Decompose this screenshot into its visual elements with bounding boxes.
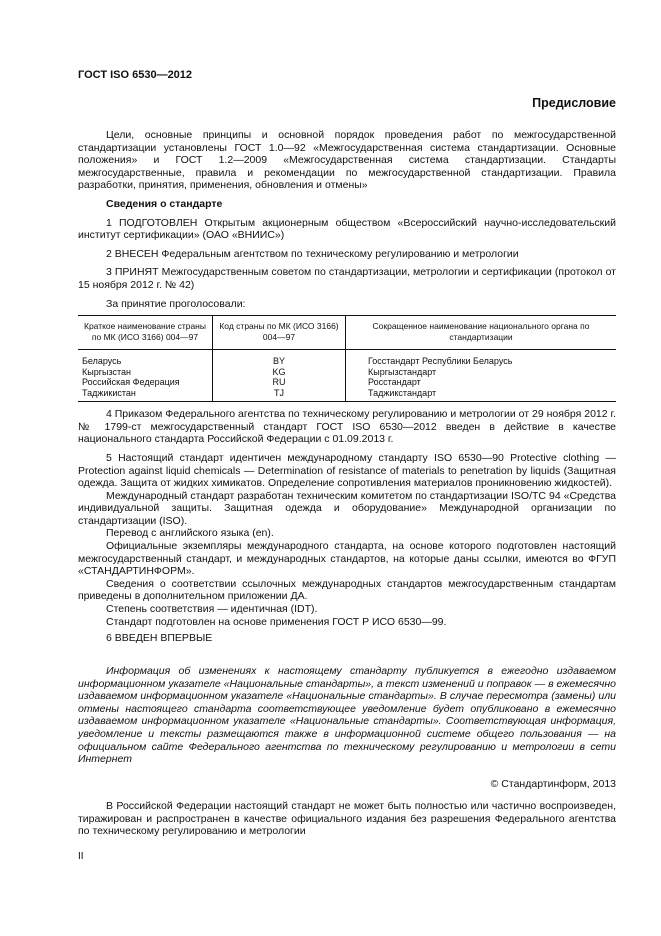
preface-content (78, 129, 616, 645)
item-5-translation: Перевод с английского языка (en). (106, 527, 274, 540)
country-cell: Таджикистан (78, 388, 213, 402)
standard-code: ГОСТ ISO 6530—2012 (78, 69, 193, 81)
vote-intro: За принятие проголосовали: (106, 297, 246, 310)
code-cell: RU (213, 377, 346, 388)
item-3: 3 ПРИНЯТ Межгосударственным советом по стандартизации, метрологии и сертификации (протокол от 15 ноября 2012 г. № 42) (78, 266, 616, 291)
info-notice: Информация об изменениях к настоящему стандарту публикуется в ежегодно издаваемом информационном указателе «Национальные стандарты», а текст изменений и поправок — в ежемесячно издаваемом информационном указателе «Национальные стандарты». В случае пересмотра (замены) или отмены настоящего стандарта соответствующее уведомление будет опубликовано в ежемесячно издаваемом информационном указателе «Национальные стандарты». Соответствующая информация, уведомление и тексты размещаются также в информационной системе общего пользования — на официальном сайте Федерального агентства по техническому регулированию и метрологии в сети Интернет (78, 665, 616, 766)
table-row (78, 367, 616, 378)
body-cell: Росстандарт (346, 377, 617, 388)
item-5-references: Сведения о соответствии ссылочных международных стандартов межгосударственным стандартам приведены в дополнительном приложении ДА. (78, 577, 616, 603)
item-1: 1 ПОДГОТОВЛЕН Открытым акционерным обществом «Всероссийский научно-исследовательский институт сертификации» (ОАО «ВНИИС») (78, 216, 616, 242)
item-5-degree: Степень соответствия — идентичная (IDT). (106, 603, 318, 616)
reproduction-notice: В Российской Федерации настоящий стандарт не может быть полностью или частично воспроизведен, тиражирован и распространен в качестве официального издания без разрешения Федерального агентства по техническому регулированию и метрологии (78, 800, 616, 838)
votes-table (78, 315, 616, 402)
table-header-row (78, 316, 616, 350)
item-4: 4 Приказом Федерального агентства по техническому регулированию и метрологии от 29 ноября 2012 г. № 1799-ст межгосударственный стандарт ГОСТ ISO 6530—2012 введен в действие в качестве национального стандарта Российской Федерации с 01.09.2013 г. (78, 408, 616, 446)
code-cell: TJ (213, 388, 346, 402)
item-5: 5 Настоящий стандарт идентичен международному стандарту ISO 6530—90 Protective clothing — Protection against liquid chemicals — Determination of resistance of materials to penetration by liquids (Защитная одежда. Защита от жидких химикатов. Определение сопротивления материалов проникновению жидкостей). (78, 451, 616, 490)
item-5-developed: Международный стандарт разработан техническим комитетом по стандартизации ISO/TC 94 «Средства индивидуальной защиты. Защитная одежда и оборудование» Международной организации по стандартизации (ISO). (78, 489, 616, 527)
header-country: Краткое наименование страны по МК (ИСО 3166) 004—97 (78, 316, 213, 350)
country-cell: Беларусь (82, 356, 122, 367)
code-cell: BY (213, 350, 346, 367)
page-title: Предисловие (532, 96, 616, 110)
table-row (78, 350, 616, 367)
header-body: Сокращенное наименование национального органа по стандартизации (346, 316, 617, 350)
country-cell: Российская Федерация (82, 377, 180, 388)
item-2: 2 ВНЕСЕН Федеральным агентством по техническому регулированию и метрологии (106, 247, 519, 260)
body-cell: Госстандарт Республики Беларусь (346, 350, 617, 367)
page-number: II (78, 851, 84, 862)
item-5-official: Официальные экземпляры международного стандарта, на основе которого подготовлен настоящий межгосударственный стандарт, и международных стандартов, на которые даны ссылки, имеются во ФГУП «СТАНДАРТИНФОРМ». (78, 540, 616, 578)
item-5-basis: Стандарт подготовлен на основе применения ГОСТ Р ИСО 6530—99. (106, 615, 447, 628)
country-cell: Кыргызстан (82, 366, 131, 377)
table-row (78, 388, 616, 402)
table-row (78, 377, 616, 388)
about-heading: Сведения о стандарте (106, 197, 223, 210)
body-cell: Кыргызстандарт (346, 367, 617, 378)
header-code: Код страны по МК (ИСО 3166) 004—97 (213, 316, 346, 350)
copyright: © Стандартинформ, 2013 (490, 778, 616, 790)
item-6: 6 ВВЕДЕН ВПЕРВЫЕ (106, 632, 213, 645)
body-cell: Таджикстандарт (346, 388, 617, 402)
intro-paragraph: Цели, основные принципы и основной порядок проведения работ по межгосударственной стандартизации установлены ГОСТ 1.0—92 «Межгосударственная система стандартизации. Основные положения» и ГОСТ 1.2—2009 «Межгосударственная система стандартизации. Стандарты межгосударственные, правила и рекомендации по межгосударственной стандартизации. Правила разработки, принятия, применения, обновления и отмены» (78, 129, 616, 192)
code-cell: KG (213, 367, 346, 378)
